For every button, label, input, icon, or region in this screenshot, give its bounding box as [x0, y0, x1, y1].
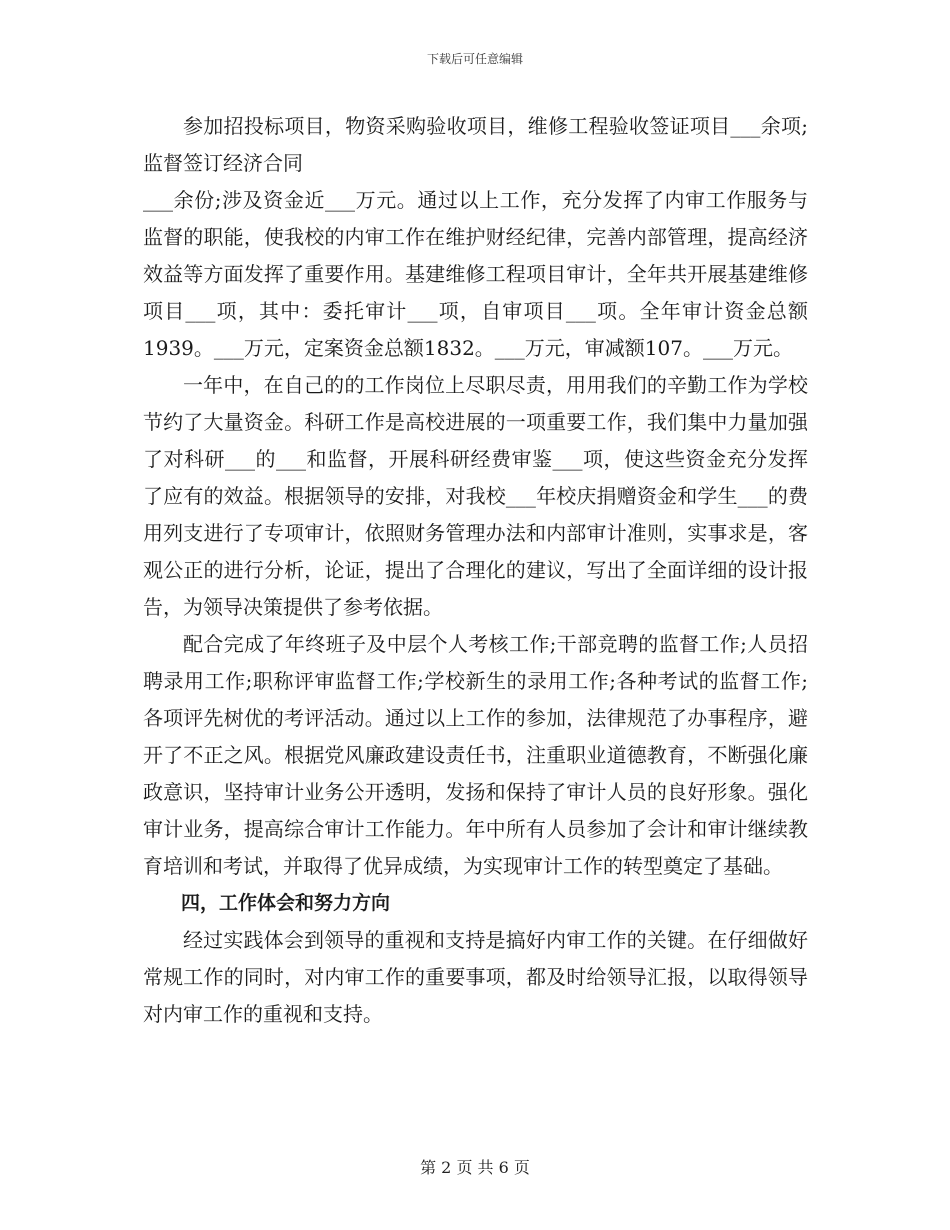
section-heading: 四，工作体会和努力方向: [181, 892, 391, 914]
paragraph-experience: 经过实践体会到领导的重视和支持是搞好内审工作的关键。在仔细做好常规工作的同时，对内审工作的重要事项，都及时给领导汇报，以取得领导对内审工作的重视和支持。: [143, 928, 808, 1026]
paragraph-procurement: 参加招投标项目，物资采购验收项目，维修工程验收签证项目___余项;监督签订经济合同: [143, 114, 808, 175]
document-body: [143, 108, 808, 1033]
page-footer: 第 2 页 共 6 页: [420, 1158, 530, 1177]
paragraph-supervision: 配合完成了年终班子及中层个人考核工作;干部竞聘的监督工作;人员招聘录用工作;职称评审监督工作;学校新生的录用工作;各种考试的监督工作;各项评先树优的考评活动。通过以上工作的参加，法律规范了办事程序，避开了不正之风。根据党风廉政建设责任书，注重职业道德教育，不断强化廉政意识，坚持审计业务公开透明，发扬和保持了审计人员的良好形象。强化审计业务，提高综合审计工作能力。年中所有人员参加了会计和审计继续教育培训和考试，并取得了优异成绩，为实现审计工作的转型奠定了基础。: [143, 632, 808, 878]
paragraph-audit-summary: ___余份;涉及资金近___万元。通过以上工作，充分发挥了内审工作服务与监督的职能，使我校的内审工作在维护财经纪律，完善内部管理，提高经济效益等方面发挥了重要作用。基建维修工程项目审计，全年共开展基建维修项目___项，其中：委托审计___项，自审项目___项。全年审计资金总额1939。___万元，定案资金总额1832。___万元，审减额107。___万元。: [143, 188, 808, 360]
page-header: 下载后可任意编辑: [426, 52, 523, 66]
paragraph-research-audit: 一年中，在自己的的工作岗位上尽职尽责，用用我们的辛勤工作为学校节约了大量资金。科研工作是高校进展的一项重要工作，我们集中力量加强了对科研___的___和监督，开展科研经费审鉴___项，使这些资金充分发挥了应有的效益。根据领导的安排，对我校___年校庆捐赠资金和学生___的费用列支进行了专项审计，依照财务管理办法和内部审计准则，实事求是，客观公正的进行分析，论证，提出了合理化的建议，写出了全面详细的设计报告，为领导决策提供了参考依据。: [143, 373, 808, 619]
